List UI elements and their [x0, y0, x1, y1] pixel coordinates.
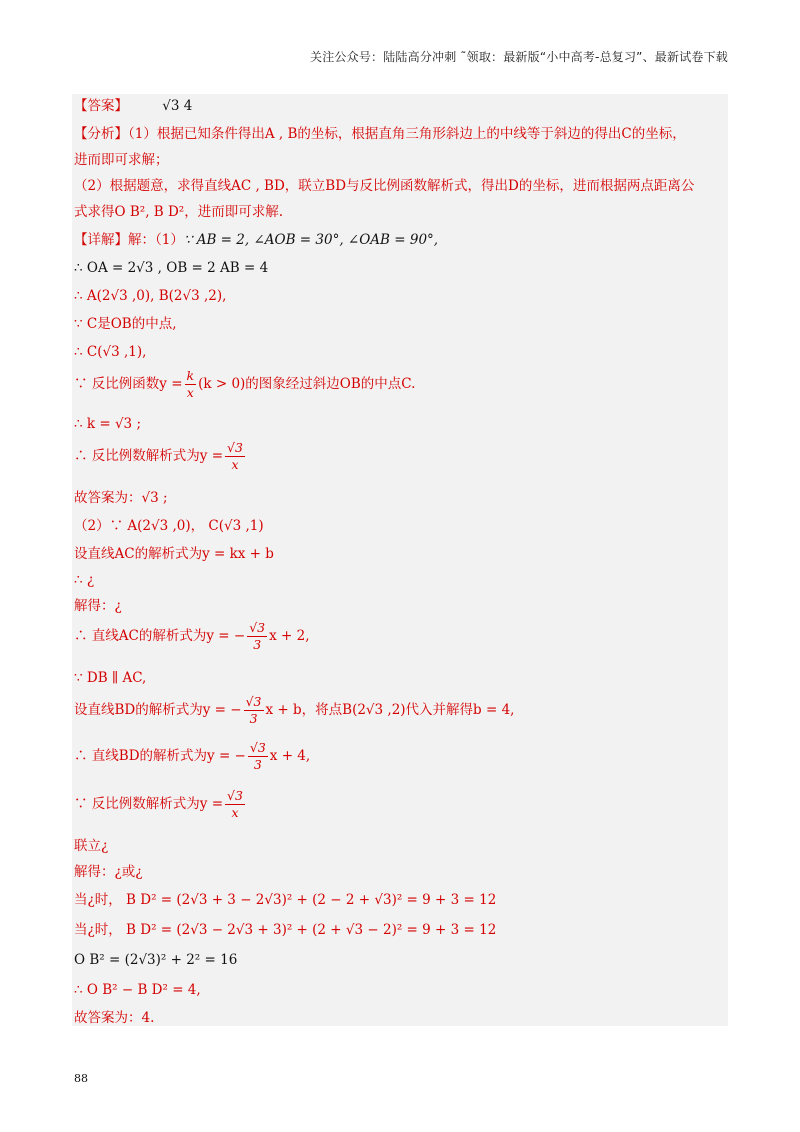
detail-line-11: 设直线AC的解析式为y = kx + b	[74, 546, 274, 562]
detail-line-4: ∵ C是OB的中点,	[74, 316, 177, 332]
detail-line-19: 联立¿	[74, 838, 109, 854]
fraction-numerator: √3	[249, 740, 266, 755]
formula-text: x + b，将点B(2√3 ,2)代入并解得b = 4,	[265, 702, 515, 718]
formula-text: ∵ 反比例数解析式为y =	[74, 796, 224, 812]
answer-line	[74, 96, 192, 116]
detail-line-15: ∵ DB ∥ AC,	[74, 670, 147, 686]
formula-text: ∴ 直线AC的解析式为y = −	[74, 628, 246, 644]
detail-line-22: 当¿时， B D² = (2√3 − 2√3 + 3)² + (2 + √3 − 2)² = 9 + 3 = 12	[74, 922, 497, 938]
analysis-line-2: 进而即可求解；	[74, 152, 169, 168]
detail-line-1	[74, 230, 438, 250]
formula-text: ∴ 直线BD的解析式为y = −	[74, 748, 246, 764]
fraction-numerator: k	[186, 368, 195, 383]
detail-line-12: ∴ ¿	[74, 572, 95, 588]
formula-text: ∵ 反比例函数y =	[74, 376, 183, 392]
detail-line-3: ∴ A(2√3 ,0), B(2√3 ,2),	[74, 288, 227, 304]
detail-line-20: 解得：¿或¿	[74, 864, 143, 880]
detail-tag: 【详解】解：（1）	[74, 232, 184, 248]
detail-line-7: ∴ k = √3 ;	[74, 416, 141, 432]
page-header: 关注公众号：陆陆高分冲刺 ˜领取：最新版“小中高考-总复习”、最新试卷下载	[310, 50, 728, 64]
detail-line-23: O B² = (2√3)² + 2² = 16	[74, 952, 238, 968]
fraction-denominator: x	[231, 805, 239, 820]
detail-line-21: 当¿时， B D² = (2√3 + 3 − 2√3)² + (2 − 2 + √3)² = 9 + 3 = 12	[74, 892, 497, 908]
formula-text: (k > 0)的图象经过斜边OB的中点C.	[198, 376, 416, 392]
analysis-line-4: 式求得O B², B D²，进而即可求解.	[74, 204, 284, 220]
detail-line-5: ∴ C(√3 ,1),	[74, 344, 147, 360]
detail-line-8	[74, 440, 247, 473]
fraction-denominator: 3	[253, 757, 262, 772]
detail-line-13: 解得：¿	[74, 598, 122, 614]
fraction-denominator: x	[186, 385, 194, 400]
fraction-numerator: √3	[227, 788, 243, 803]
analysis-line-3: （2）根据题意，求得直线AC , BD，联立BD与反比例函数解析式，得出D的坐标，进而根据两点距离公	[74, 178, 695, 194]
fraction-numerator: √3	[245, 694, 262, 709]
formula-text: x + 4,	[269, 748, 311, 764]
detail-line-16	[74, 694, 514, 727]
detail-line-25: 故答案为：4.	[74, 1010, 155, 1026]
detail-line-6	[74, 368, 415, 401]
detail-given: ∵ AB = 2, ∠AOB = 30°, ∠OAB = 90°,	[183, 232, 439, 248]
detail-line-24: ∴ O B² − B D² = 4,	[74, 982, 201, 998]
fraction-denominator: x	[231, 457, 239, 472]
detail-line-9: 故答案为：√3 ;	[74, 490, 168, 506]
formula-text: 设直线BD的解析式为y = −	[74, 702, 242, 718]
fraction-denominator: 3	[253, 637, 262, 652]
answer-tag: 【答案】	[74, 98, 128, 114]
answer-values: √3 4	[162, 98, 193, 114]
detail-line-18	[74, 788, 247, 821]
detail-line-10: （2）∵ A(2√3 ,0)， C(√3 ,1)	[74, 518, 264, 534]
fraction-numerator: √3	[227, 440, 243, 455]
fraction-numerator: √3	[249, 620, 266, 635]
formula-text: ∴ 反比例数解析式为y =	[74, 448, 224, 464]
analysis-line-1: 【分析】（1）根据已知条件得出A , B的坐标，根据直角三角形斜边上的中线等于斜边的得出C的坐标，	[74, 126, 686, 142]
fraction-denominator: 3	[249, 711, 258, 726]
detail-line-17	[74, 740, 310, 773]
detail-line-14	[74, 620, 310, 653]
formula-text: x + 2,	[269, 628, 310, 644]
page-number: 88	[74, 1072, 88, 1085]
detail-line-2: ∴ OA = 2√3 , OB = 2 AB = 4	[74, 260, 269, 276]
